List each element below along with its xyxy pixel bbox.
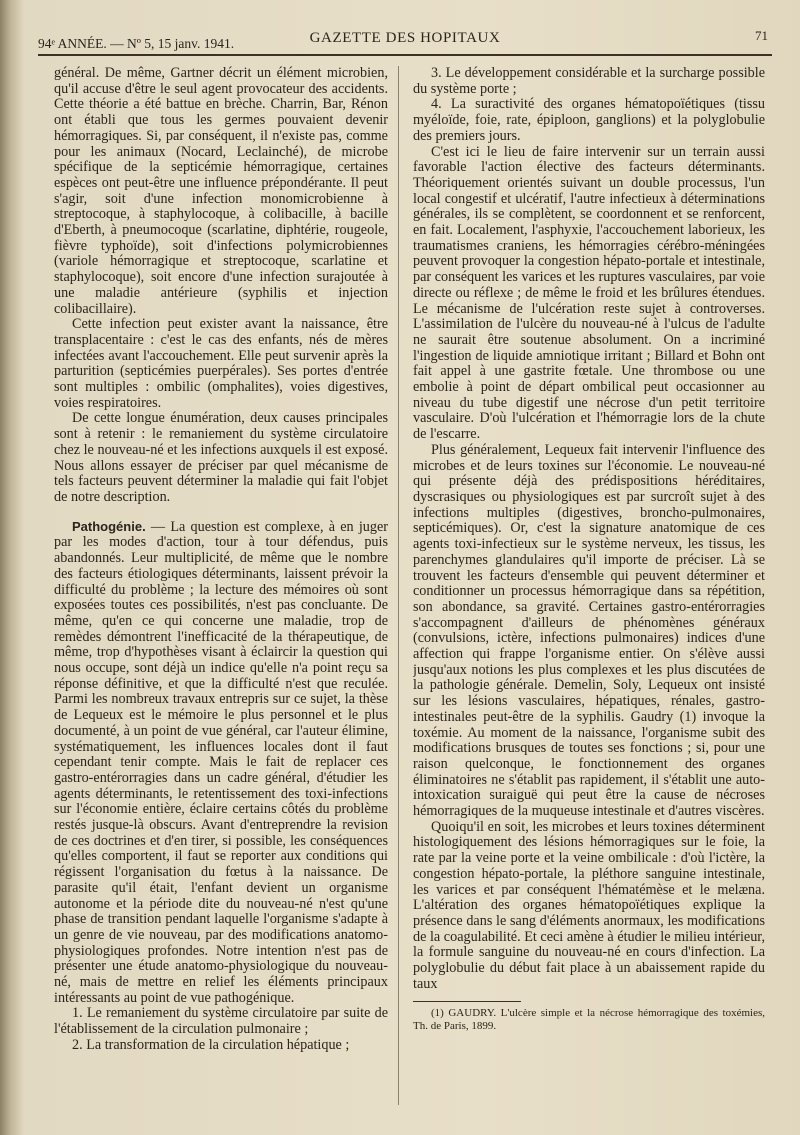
list-item: 3. Le développement considérable et la surcharge possible du système porte ; — [413, 66, 765, 97]
paragraph: Cette infection peut exister avant la naissance, être transplacentaire : c'est le cas des enfants, nés de mères infectées avant l'accouchement. Elle peut survenir après la parturition (septicémies puerpérales). Ses portes d'entrée sont multiples : ombilic (omphalites), voies digestives, voies respiratoires. — [54, 316, 388, 411]
paragraph: De cette longue énumération, deux causes principales sont à retenir : le remaniement du système circulatoire chez le nouveau-né et les infections auxquels il est exposé. Nous allons essayer de préciser par quel mécanisme de tels facteurs peuvent déterminer la maladie qui fait l'objet de notre description. — [54, 410, 388, 505]
paragraph: général. De même, Gartner décrit un élément microbien, qu'il accuse d'être le seul agent provocateur des accidents. Cette théorie a été battue en brèche. Charrin, Bar, Rénon ont établi que tous les germes pouvaient devenir hémorragiques. Si, par conséquent, il n'existe pas, comme pour les animaux (Nocard, Leclainché), de microbe spécifique de la septicémie hémorragique, certaines espèces ont peut-être une influence prépondérante. Il peut s'agir, soit d'une infection monomicrobienne à streptocoque, à staphylocoque, à colibacille, à bacille d'Eberth, à pneumocoque (scarlatine, diphtérie, rougeole, fièvre typhoïde), soit d'infections polymicrobiennes (variole hémorragique et streptocoque, scarlatine et staphylocoque), soit encore d'une infection surajoutée à une maladie antérieure (syphilis et injection colibacillaire). — [54, 66, 388, 317]
footnote-rule — [413, 1001, 521, 1002]
section-paragraph — [54, 519, 388, 1007]
right-column — [413, 66, 765, 1117]
section-gap — [54, 506, 388, 519]
issue-line: 94ᵉ ANNÉE. — Nº 5, 15 janv. 1941. — [38, 36, 235, 51]
page-header — [38, 28, 772, 56]
column-divider — [398, 66, 399, 1105]
section-text: — La question est complexe, à en juger par les modes d'action, tour à tour défendus, puis abandonnés. Leur multiplicité, de même que le nombre des facteurs étiologiques déterminants, laissent prévoir la difficulté du problème ; la lecture des mémoires où sont exposées toutes ces possibilités, n'est pas concluante. De même, qu'en ce qui concerne une maladie, trop de remèdes démontrent l'inefficacité de la thérapeutique, de même, trop d'hypothèses visant à éclaircir la question qui nous occupe, sont déjà un indice qu'elle n'a point reçu sa réponse définitive, et que la difficulté n'est que reculée. Parmi les nombreux travaux entrepris sur ce sujet, la thèse de Lequeux est le mémoire le plus personnel et le plus documenté, à un point de vue général, car l'auteur élimine, systématiquement, les influences locales dont il faut cependant tenir compte. Mais le fait de replacer ces gastro-entérorragies dans un cadre général, d'étudier les agents déterminants, le retentissement des toxi-infections sur l'économie entière, éclaire certains côtés du problème restés jusque-là obscurs. Avant d'entreprendre la revision de ces doctrines et d'en tirer, si possible, les conséquences qu'elles comportent, il faut se reporter aux conditions qui régissent l'organisation du fœtus à la naissance. De parasite qu'il était, l'enfant devient un organisme autonome et la période dite du nouveau-né n'est qu'une phase de transition pendant laquelle l'organisme s'adapte à un genre de vie nouveau, par des modifications anatomo-physiologiques profondes. Notre intention n'est pas de présenter une étude anatomo-physiologique du nouveau-né, mais de mettre en relief les éléments principaux intéressants au point de vue pathogénique. — [54, 518, 388, 1006]
list-item: 4. La suractivité des organes hématopoïétiques (tissu myéloïde, foie, rate, épiploon, ganglions) et la polyglobulie des premiers jours. — [413, 96, 765, 144]
footnote: (1) GAUDRY. L'ulcère simple et la nécrose hémorragique des toxémies, Th. de Paris, 1899. — [413, 1007, 765, 1033]
list-item: 2. La transformation de la circulation hépatique ; — [72, 1036, 350, 1053]
journal-title: GAZETTE DES HOPITAUX — [309, 30, 501, 46]
left-column — [54, 66, 388, 1117]
paragraph: Quoiqu'il en soit, les microbes et leurs toxines déterminent histologiquement des lésions hémorragiques sur le foie, la rate par la veine porte et la veine ombilicale : d'où l'ictère, la congestion hépato-portale, la pléthore sanguine intestinale, les varices et par conséquent l'hématémèse et le melæna. L'altération des organes hématopoïétiques explique la présence dans le sang d'éléments anormaux, les modifications de la coagulabilité. Et ceci amène à étudier le milieu intérieur, la formule sanguine du nouveau-né en cours d'infection. La polyglobulie du début fait place à un abaissement rapide du taux — [413, 818, 765, 992]
paragraph: C'est ici le lieu de faire intervenir sur un terrain aussi favorable l'action élective des facteurs déterminants. Théoriquement orientés suivant un double processus, l'un local congestif et ulcératif, l'autre infectieux à déterminations générales, ils se complètent, se coordonnent et se renforcent, en fait. Localement, l'asphyxie, l'accouchement laborieux, les traumatismes craniens, les hémorragies cérébro-méningées peuvent provoquer la congestion hépato-portale et intestinale, par conséquent les varices et les ruptures vasculaires, par voie directe ou réflexe ; de même le froid et les brûlures étendues. Le mécanisme de l'ulcération reste sujet à controverses. L'assimilation de l'ulcère du nouveau-né à l'ulcus de l'adulte ne saurait être soutenue absolument. On a incriminé l'ingestion de liquide amniotique irritant ; Billard et Bohn ont fait appel à une gastrite fœtale. Une thrombose ou une embolie à point de départ ombilical peut occasionner au niveau du tube digestif une nécrose d'un petit territoire vasculaire. D'où l'ulcération et l'hémorragie lors de la chute de l'escarre. — [413, 143, 765, 443]
section-heading: Pathogénie. — [72, 518, 146, 534]
list-item: 1. Le remaniement du système circulatoire par suite de l'établissement de la circulation pulmonaire ; — [54, 1005, 388, 1038]
paragraph: Plus généralement, Lequeux fait intervenir l'influence des microbes et de leurs toxines sur l'économie. Le nouveau-né qui présente déjà des prédispositions héréditaires, dyscrasiques ou physiologiques est par surcroît sujet à des infections multiples (digestives, broncho-pulmonaires, septicémiques). Or, c'est la signature anatomique de ces agents toxi-infectieux sur le système nerveux, les tissus, les parenchymes glandulaires qu'il importe de préciser. Là se trouvent les facteurs d'ensemble qui peuvent déterminer et conditionner un processus hémorragique dans sa répétition, son abondance, sa gravité. Certaines gastro-entérorragies s'accompagnent d'ailleurs de phénomènes généraux (convulsions, ictère, infections pulmonaires) indices d'une affection qui frappe l'organisme entier. On s'élève aussi jusqu'aux notions les plus complexes et les plus discutées de la pathologie générale. Demelin, Soly, Lequeux ont insisté sur les lésions vasculaires, hépatiques, rénales, gastro-intestinales peut-être de la syphilis. Gaudry (1) invoque la toxémie. Au moment de la naissance, l'organisme subit des modifications brusques de toutes ses fonctions ; si, pour une raison quelconque, le fonctionnement des organes éliminatoires ne s'établit pas rapidement, il s'établit une auto-intoxication suraiguë qui peut être la cause de nécroses hémorragiques de la muqueuse intestinale et d'autres viscères. — [413, 441, 765, 820]
page-number: 71 — [755, 28, 768, 43]
